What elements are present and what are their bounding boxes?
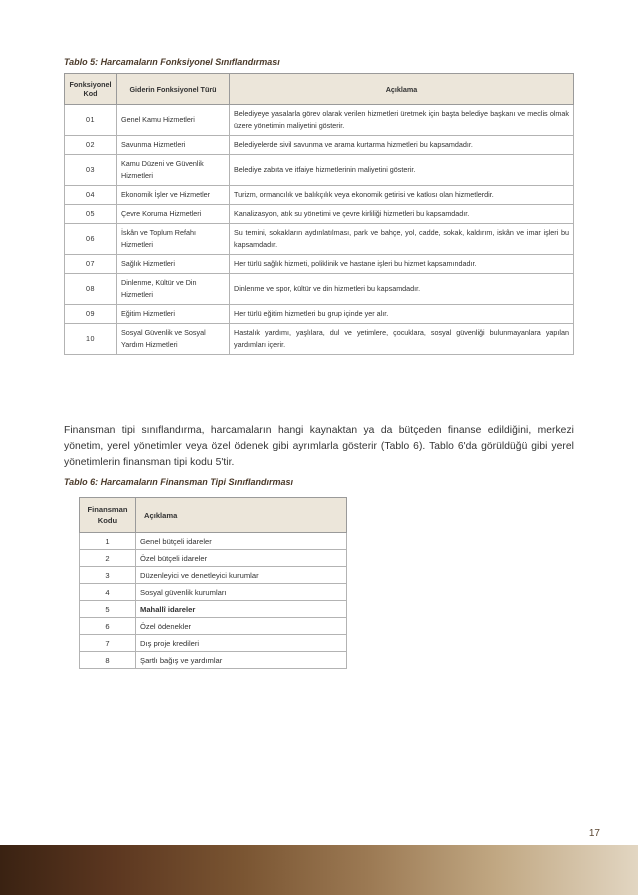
table5-desc-cell: Her türlü eğitim hizmetleri bu grup içinde yer alır. <box>230 305 574 324</box>
table6-desc-cell: Düzenleyici ve denetleyici kurumlar <box>136 567 347 584</box>
table5-code-cell: 07 <box>65 255 117 274</box>
table5-row <box>65 186 574 205</box>
table6-row <box>80 567 347 584</box>
table6-header-desc: Açıklama <box>136 498 347 533</box>
table6-row <box>80 533 347 550</box>
table5-code-cell: 09 <box>65 305 117 324</box>
table5-caption: Tablo 5: Harcamaların Fonksiyonel Sınıflandırması <box>64 57 280 67</box>
table5-type-cell: Çevre Koruma Hizmetleri <box>117 205 230 224</box>
table5-desc-cell: Turizm, ormancılık ve balıkçılık veya ekonomik getirisi ve katkısı olan hizmetlerdir. <box>230 186 574 205</box>
table5-type-cell: Savunma Hizmetleri <box>117 136 230 155</box>
table5-code-cell: 02 <box>65 136 117 155</box>
table5-row <box>65 224 574 255</box>
table5-desc-cell: Hastalık yardımı, yaşlılara, dul ve yetimlere, çocuklara, sosyal güvenliği bulunmayanlara yapılan yardımları içerir. <box>230 324 574 355</box>
table6-header-row <box>80 498 347 533</box>
table6-desc-cell: Mahallî idareler <box>136 601 347 618</box>
table6-code-cell: 6 <box>80 618 136 635</box>
table5-code-cell: 04 <box>65 186 117 205</box>
table6-code-cell: 4 <box>80 584 136 601</box>
table5-type-cell: Genel Kamu Hizmetleri <box>117 105 230 136</box>
table5-desc-cell: Su temini, sokakların aydınlatılması, park ve bahçe, yol, cadde, sokak, kaldırım, iskân ve imar işleri bu kapsamdadır. <box>230 224 574 255</box>
table5-row <box>65 105 574 136</box>
table5-desc-cell: Belediye zabıta ve itfaiye hizmetlerinin maliyetini gösterir. <box>230 155 574 186</box>
table5-row <box>65 324 574 355</box>
table5-type-cell: Dinlenme, Kültür ve Din Hizmetleri <box>117 274 230 305</box>
table5-row <box>65 274 574 305</box>
table5-desc-cell: Belediyelerde sivil savunma ve arama kurtarma hizmetleri bu kapsamdadır. <box>230 136 574 155</box>
table5-header-code: Fonksiyonel Kod <box>65 74 117 105</box>
table5-row <box>65 155 574 186</box>
table5-code-cell: 10 <box>65 324 117 355</box>
table6-row <box>80 584 347 601</box>
table6-desc-cell: Genel bütçeli idareler <box>136 533 347 550</box>
table5-row <box>65 136 574 155</box>
financing-type-table <box>79 497 347 669</box>
functional-classification-table <box>64 73 574 355</box>
page-number: 17 <box>588 828 600 839</box>
table6-row <box>80 635 347 652</box>
table5-type-cell: Eğitim Hizmetleri <box>117 305 230 324</box>
table5-header-row <box>65 74 574 105</box>
table5-type-cell: Sosyal Güvenlik ve Sosyal Yardım Hizmetleri <box>117 324 230 355</box>
table6-row <box>80 550 347 567</box>
table6-code-cell: 5 <box>80 601 136 618</box>
table6-desc-cell: Özel bütçeli idareler <box>136 550 347 567</box>
table5-code-cell: 03 <box>65 155 117 186</box>
table6-desc-cell: Dış proje kredileri <box>136 635 347 652</box>
footer-decorative-band <box>0 845 638 895</box>
table6-desc-cell: Sosyal güvenlik kurumları <box>136 584 347 601</box>
table5-code-cell: 08 <box>65 274 117 305</box>
table6-row <box>80 601 347 618</box>
table6-row <box>80 652 347 669</box>
table6-caption: Tablo 6: Harcamaların Finansman Tipi Sınıflandırması <box>64 477 294 487</box>
table5-header-desc: Açıklama <box>230 74 574 105</box>
table6-desc-cell: Şartlı bağış ve yardımlar <box>136 652 347 669</box>
body-paragraph: Finansman tipi sınıflandırma, harcamaların hangi kaynaktan ya da bütçeden finanse edildiğini, merkezi yönetim, yerel yönetimler veya özel ödenek gibi ayrımlarla gösterir (Tablo 6). Tablo 6'da görüldüğü gibi yerel yönetimlerin finansman tipi kodu 5'tir. <box>64 425 574 468</box>
table5-desc-cell: Kanalizasyon, atık su yönetimi ve çevre kirliliği hizmetleri bu kapsamdadır. <box>230 205 574 224</box>
table5-header-type: Giderin Fonksiyonel Türü <box>117 74 230 105</box>
table6-code-cell: 1 <box>80 533 136 550</box>
table6-desc-cell: Özel ödenekler <box>136 618 347 635</box>
table6-code-cell: 2 <box>80 550 136 567</box>
table5-row <box>65 255 574 274</box>
table5-type-cell: İskân ve Toplum Refahı Hizmetleri <box>117 224 230 255</box>
table5-desc-cell: Belediyeye yasalarla görev olarak verilen hizmetleri üretmek için başta belediye başkanı ve meclis olmak üzere yönetimin maliyetini gösterir. <box>230 105 574 136</box>
table5-type-cell: Kamu Düzeni ve Güvenlik Hizmetleri <box>117 155 230 186</box>
table5-type-cell: Ekonomik İşler ve Hizmetler <box>117 186 230 205</box>
table6-code-cell: 8 <box>80 652 136 669</box>
table6-header-code: Finansman Kodu <box>80 498 136 533</box>
table5-code-cell: 05 <box>65 205 117 224</box>
table5-code-cell: 01 <box>65 105 117 136</box>
table5-desc-cell: Dinlenme ve spor, kültür ve din hizmetleri bu kapsamdadır. <box>230 274 574 305</box>
table6-code-cell: 7 <box>80 635 136 652</box>
table5-type-cell: Sağlık Hizmetleri <box>117 255 230 274</box>
table5-row <box>65 305 574 324</box>
table6-row <box>80 618 347 635</box>
table6-code-cell: 3 <box>80 567 136 584</box>
table5-code-cell: 06 <box>65 224 117 255</box>
table5-row <box>65 205 574 224</box>
table5-desc-cell: Her türlü sağlık hizmeti, poliklinik ve hastane işleri bu hizmet kapsamındadır. <box>230 255 574 274</box>
